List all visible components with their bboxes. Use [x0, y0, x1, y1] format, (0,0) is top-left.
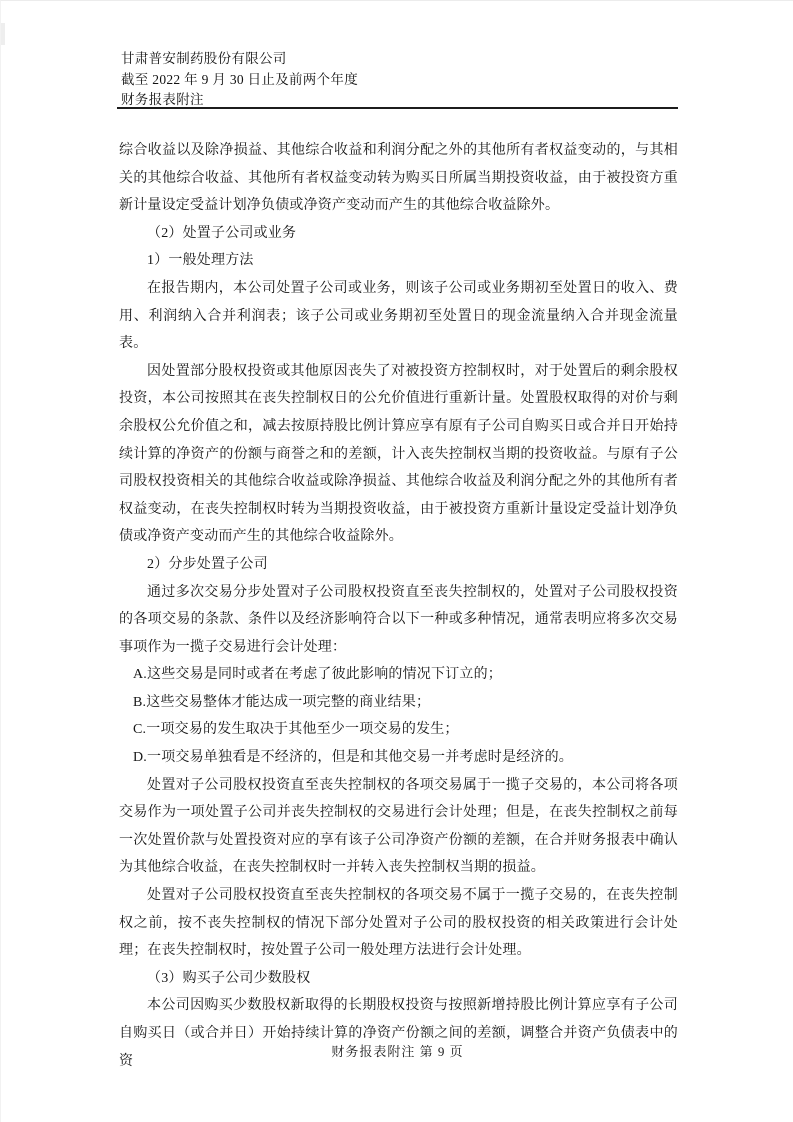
body-paragraph: A.这些交易是同时或者在考虑了彼此影响的情况下订立的； [133, 667, 503, 683]
body-paragraph: 处置对子公司股权投资直至丧失控制权的各项交易属于一揽子交易的，本公司将各项交易作为一项处置子公司并丧失控制权的交易进行会计处理；但是，在丧失控制权之前每一次处置价款与处置投资对应的享有该子公司净资产份额的差额，在合并财务报表中确认为其他综合收益，在丧失控制权时一并转入丧失控制权当期的损益。 [119, 777, 678, 876]
body-paragraph: 2）分步处置子公司 [147, 556, 268, 572]
body-paragraph: 1）一般处理方法 [147, 253, 254, 269]
body-paragraph: （3）购买子公司少数股权 [147, 970, 311, 986]
body-paragraph: 处置对子公司股权投资直至丧失控制权的各项交易不属于一揽子交易的，在丧失控制权之前，按不丧失控制权的情况下部分处置对子公司的股权投资的相关政策进行会计处理；在丧失控制权时，按处置子公司一般处理方法进行会计处理。 [119, 888, 678, 959]
body-paragraph: 通过多次交易分步处置对子公司股权投资直至丧失控制权的，处置对子公司股权投资的各项交易的条款、条件以及经济影响符合以下一种或多种情况，通常表明应将多次交易事项作为一揽子交易进行会计处理： [119, 584, 678, 655]
page-header [121, 49, 681, 111]
header-company-name: 甘肃普安制药股份有限公司 [121, 51, 287, 66]
header-divider-line [117, 107, 678, 109]
body-paragraph: 因处置部分股权投资或其他原因丧失了对被投资方控制权时，对于处置后的剩余股权投资，本公司按照其在丧失控制权日的公允价值进行重新计量。处置股权取得的对价与剩余股权公允价值之和，减去按原持股比例计算应享有原有子公司自购买日或合并日开始持续计算的净资产的份额与商誉之和的差额，计入丧失控制权当期的投资收益。与原有子公司股权投资相关的其他综合收益或除净损益、其他综合收益及利润分配之外的其他所有者权益变动，在丧失控制权时转为当期投资收益，由于被投资方重新计量设定受益计划净负债或净资产变动而产生的其他综合收益除外。 [119, 363, 678, 545]
body-paragraph: D.一项交易单独看是不经济的，但是和其他交易一并考虑时是经济的。 [133, 750, 574, 766]
document-body [119, 137, 678, 1075]
header-doc-title: 财务报表附注 [121, 92, 204, 107]
body-paragraph: 综合收益以及除净损益、其他综合收益和利润分配之外的其他所有者权益变动的，与其相关的其他综合收益、其他所有者权益变动转为购买日所属当期投资收益，由于被投资方重新计量设定受益计划净负债或净资产变动而产生的其他综合收益除外。 [119, 143, 678, 214]
body-paragraph: （2）处置子公司或业务 [147, 225, 297, 241]
body-paragraph: 在报告期内，本公司处置子公司或业务，则该子公司或业务期初至处置日的收入、费用、利润纳入合并利润表；该子公司或业务期初至处置日的现金流量纳入合并现金流量表。 [119, 280, 678, 352]
body-paragraph: 本公司因购买少数股权新取得的长期股权投资与按照新增持股比例计算应享有子公司自购买日（或合并日）开始持续计算的净资产份额之间的差额，调整合并资产负债表中的资 [119, 998, 678, 1069]
body-paragraph: B.这些交易整体才能达成一项完整的商业结果； [133, 694, 431, 710]
page-footer [1, 1041, 793, 1060]
header-report-period: 截至 2022 年 9 月 30 日止及前两个年度 [121, 71, 358, 87]
scan-edge-artifact [1, 23, 5, 45]
footer-page-label: 财务报表附注 第 9 页 [331, 1044, 464, 1059]
body-paragraph: C.一项交易的发生取决于其他至少一项交易的发生； [133, 722, 459, 738]
